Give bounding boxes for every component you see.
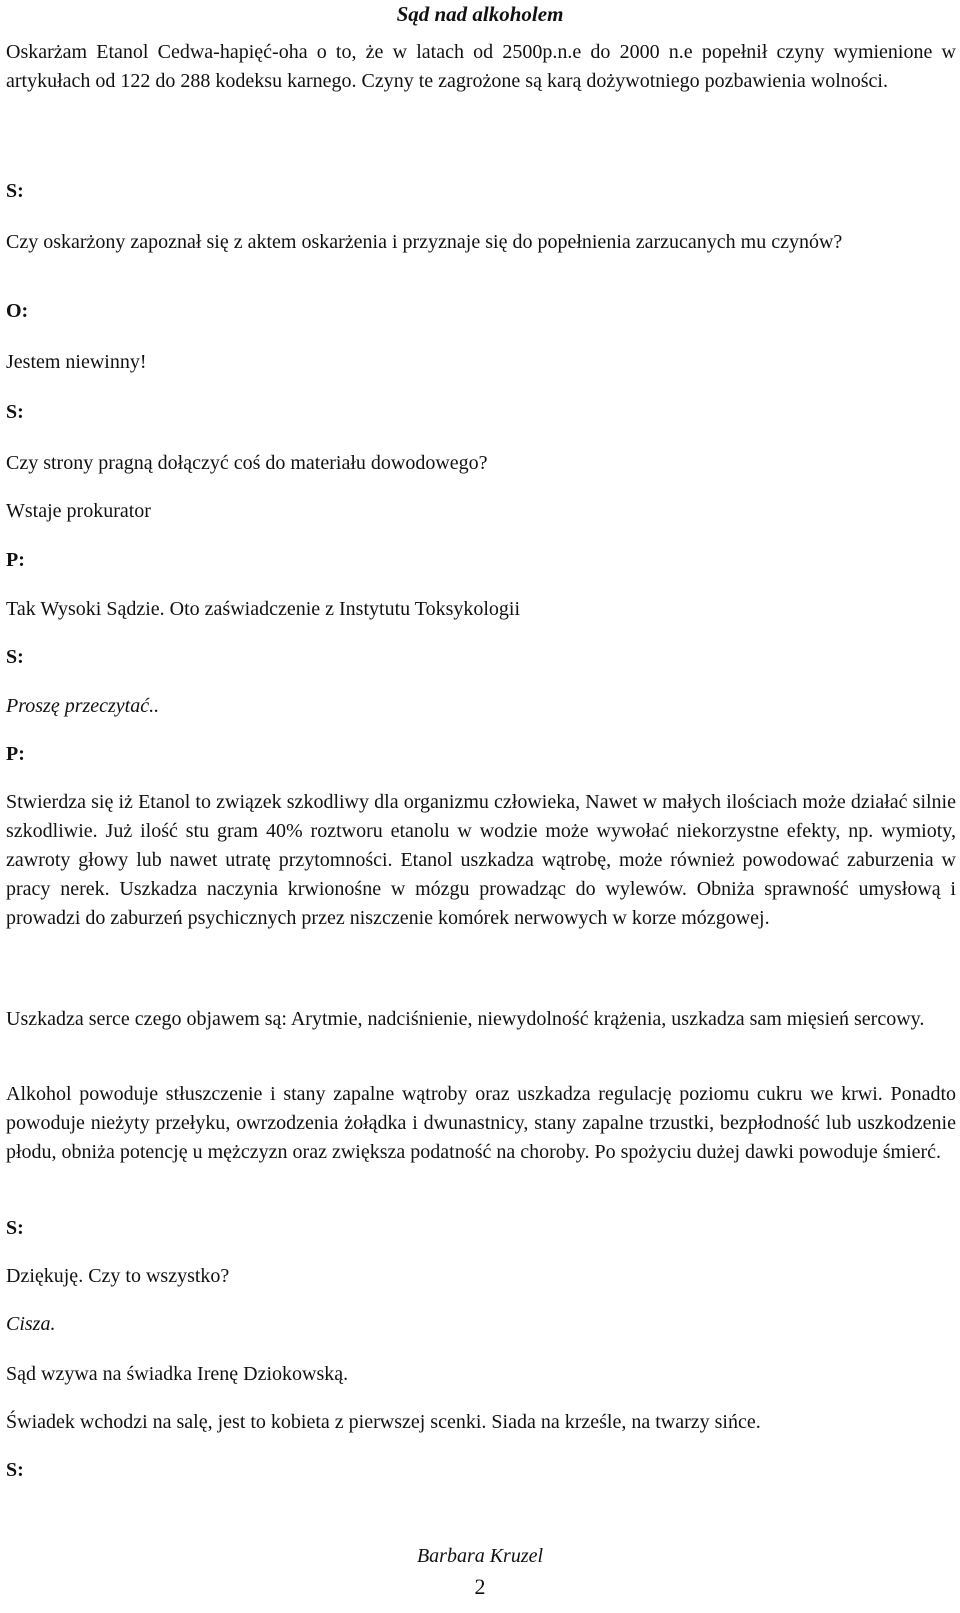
speaker-label-s: S: — [6, 646, 24, 668]
stage-direction: Wstaje prokurator — [6, 500, 151, 522]
answer-2: Tak Wysoki Sądzie. Oto zaświadczenie z Instytutu Toksykologii — [6, 598, 521, 620]
speaker-label-s: S: — [6, 1459, 24, 1481]
document-title: Sąd nad alkoholem — [396, 2, 564, 26]
certificate-paragraph-2: Uszkadza serce czego objawem są: Arytmie, nadciśnienie, niewydolność krążenia, uszkadza sam mięsień sercowy. — [6, 1008, 925, 1030]
certificate-paragraph-1: Stwierdza się iż Etanol to związek szkodliwy dla organizmu człowieka, Nawet w małych ilościach może działać silnie szkodliwie. Już ilość stu gram 40% roztworu etanolu w wodzie może wywołać niekorzystne efekty, np. wymioty, zawroty głowy lub nawet utratę przytomności. Etanol uszkadza wątrobę, może również powodować zaburzenia w pracy nerek. Uszkadza naczynia krwionośne w mózgu prowadząc do wylewów. Obniża sprawność umysłową i prowadzi do zaburzeń psychicznych przez niszczenie komórek nerwowych w korze mózgowej. — [6, 791, 956, 929]
page-number: 2 — [474, 1574, 486, 1599]
certificate-paragraph-3: Alkohol powoduje stłuszczenie i stany zapalne wątroby oraz uszkadza regulację poziomu cukru we krwi. Ponadto powoduje nieżyty przełyku, owrzodzenia żołądka i dwunastnicy, stany zapalne trzustki, bezpłodność lub uszkodzenie płodu, obniża potencję u mężczyzn oraz zwiększa podatność na choroby. Po spożyciu dużej dawki powoduje śmierć. — [6, 1083, 956, 1163]
footer-author: Barbara Kruzel — [416, 1545, 544, 1567]
speaker-label-s: S: — [6, 401, 24, 423]
speaker-label-p: P: — [6, 549, 25, 571]
stage-direction: Cisza. — [6, 1313, 56, 1335]
court-call-line: Sąd wzywa na świadka Irenę Dziokowską. — [6, 1363, 349, 1385]
speaker-label-s: S: — [6, 1217, 24, 1239]
intro-paragraph: Oskarżam Etanol Cedwa-hapięć-oha o to, że w latach od 2500p.n.e do 2000 n.e popełnił czyny wymienione w artykułach od 122 do 288 kodeksu karnego. Czyny te zagrożone są karą dożywotniego pozbawienia wolności. — [6, 41, 956, 92]
speaker-label-o: O: — [6, 300, 29, 322]
question-4: Dziękuję. Czy to wszystko? — [6, 1265, 230, 1287]
question-3: Proszę przeczytać.. — [6, 695, 160, 717]
speaker-label-p: P: — [6, 743, 25, 765]
question-1: Czy oskarżony zapoznał się z aktem oskarżenia i przyznaje się do popełnienia zarzucanych mu czynów? — [6, 231, 843, 253]
witness-enters-line: Świadek wchodzi na salę, jest to kobieta z pierwszej scenki. Siada na krześle, na twarzy sińce. — [6, 1411, 761, 1433]
question-2: Czy strony pragną dołączyć coś do materiału dowodowego? — [6, 452, 488, 474]
answer-1: Jestem niewinny! — [6, 351, 147, 373]
speaker-label-s: S: — [6, 180, 24, 202]
